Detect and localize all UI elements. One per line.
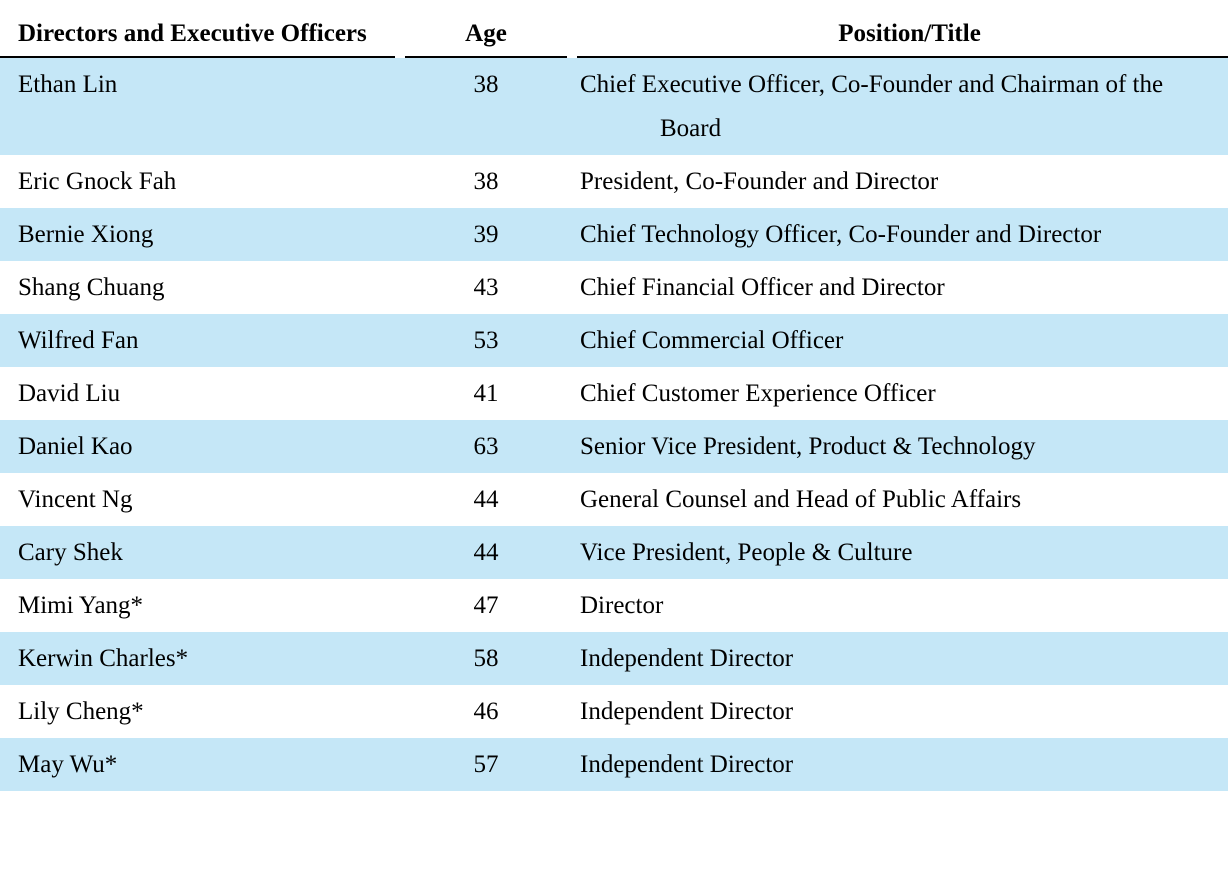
cell-name: Vincent Ng [18, 486, 133, 513]
table-header-row [0, 18, 1228, 57]
table-body [0, 57, 1228, 791]
column-header-name: Directors and Executive Officers [0, 18, 400, 57]
cell-name: Ethan Lin [0, 57, 400, 155]
table-row [0, 473, 1228, 526]
cell-name: Cary Shek [0, 526, 400, 579]
cell-position: Chief Commercial Officer [572, 314, 1228, 367]
table-row [0, 367, 1228, 420]
cell-name: Daniel Kao [0, 420, 400, 473]
table-row [0, 314, 1228, 367]
table-row [0, 526, 1228, 579]
cell-name: David Liu [18, 380, 121, 407]
cell-age: 58 [400, 632, 572, 685]
cell-position: Vice President, People & Culture [572, 526, 1228, 579]
table-row [0, 57, 1228, 155]
cell-name: Shang Chuang [18, 274, 165, 301]
table-row [0, 632, 1228, 685]
cell-age: 43 [473, 274, 499, 301]
cell-position: Chief Customer Experience Officer [580, 380, 936, 407]
cell-age: 39 [400, 208, 572, 261]
cell-age: 46 [473, 698, 499, 725]
cell-position: Independent Director [580, 698, 794, 725]
cell-position: Independent Director [572, 632, 1228, 685]
cell-position: Independent Director [572, 738, 1228, 791]
cell-age: 44 [400, 526, 572, 579]
table-row [0, 738, 1228, 791]
cell-position: Director [580, 592, 664, 619]
cell-name: Wilfred Fan [0, 314, 400, 367]
cell-name: Mimi Yang* [18, 592, 144, 619]
cell-position: Chief Executive Officer, Co-Founder and Chairman of the Board [572, 57, 1228, 155]
cell-age: 44 [473, 486, 499, 513]
cell-name: Eric Gnock Fah [18, 168, 177, 195]
table-row [0, 208, 1228, 261]
cell-position: Chief Financial Officer and Director [580, 274, 945, 301]
table-header [0, 18, 1228, 57]
cell-position: Chief Technology Officer, Co-Founder and Director [572, 208, 1228, 261]
cell-name: May Wu* [0, 738, 400, 791]
cell-position: President, Co-Founder and Director [580, 168, 939, 195]
table-row [0, 155, 1228, 208]
table-row [0, 685, 1228, 738]
cell-name: Lily Cheng* [18, 698, 144, 725]
column-header-age: Age [400, 18, 572, 57]
directors-and-executive-officers-table [0, 18, 1228, 791]
table-row [0, 420, 1228, 473]
cell-name: Bernie Xiong [0, 208, 400, 261]
cell-name: Kerwin Charles* [0, 632, 400, 685]
cell-age: 63 [400, 420, 572, 473]
cell-age: 57 [400, 738, 572, 791]
cell-age: 38 [400, 57, 572, 155]
cell-age: 53 [400, 314, 572, 367]
column-header-position: Position/Title [572, 18, 1228, 57]
table-row [0, 579, 1228, 632]
cell-age: 47 [473, 592, 499, 619]
cell-position: Senior Vice President, Product & Technology [572, 420, 1228, 473]
table-row [0, 261, 1228, 314]
cell-age: 38 [473, 168, 499, 195]
cell-position: General Counsel and Head of Public Affairs [580, 486, 1022, 513]
cell-age: 41 [473, 380, 499, 407]
